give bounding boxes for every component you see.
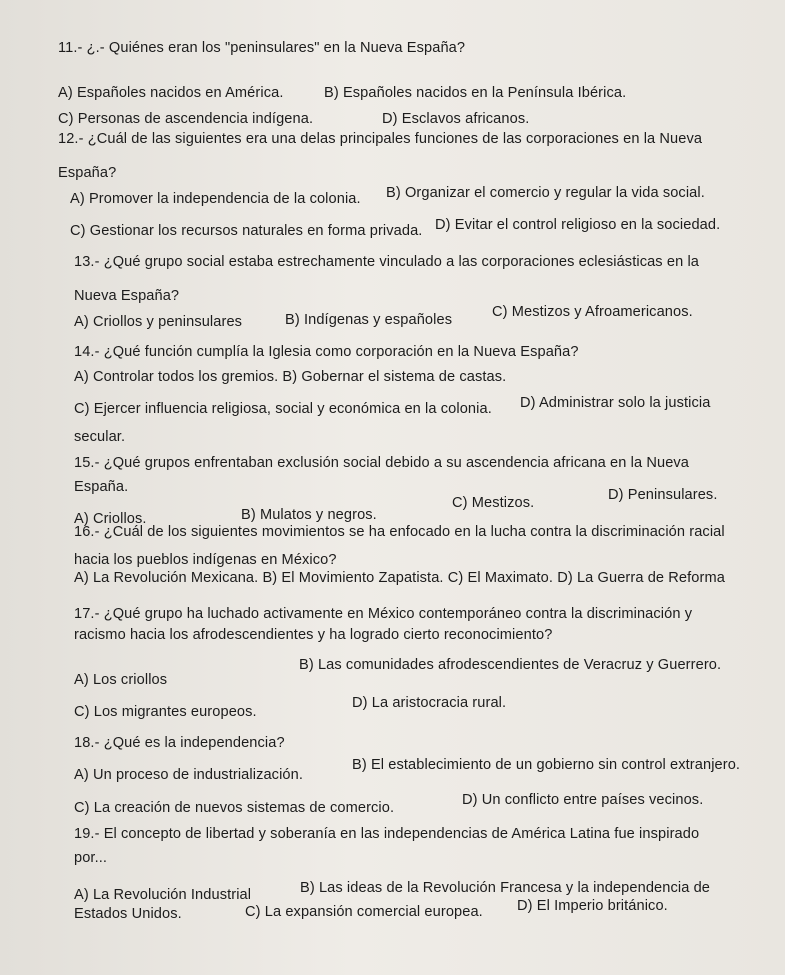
q12-option-a: A) Promover la independencia de la colonia. — [70, 191, 361, 207]
q17-option-d: D) La aristocracia rural. — [352, 695, 507, 711]
q11-option-d: D) Esclavos africanos. — [382, 111, 530, 127]
q15-question-line2: España. — [74, 479, 129, 495]
q17-option-a: A) Los criollos — [74, 672, 168, 688]
q17-question-line2: racismo hacia los afrodescendientes y ha logrado cierto reconocimiento? — [74, 627, 553, 643]
q14-options-ab: A) Controlar todos los gremios. B) Gobernar el sistema de castas. — [74, 369, 507, 385]
q15-option-d: D) Peninsulares. — [608, 487, 718, 503]
q19-option-a: A) La Revolución Industrial — [74, 887, 252, 903]
q19-option-b-line2: Estados Unidos. — [74, 906, 182, 922]
q16-question-line1: 16.- ¿Cuál de los siguientes movimientos se ha enfocado en la lucha contra la discriminación racial — [74, 524, 725, 540]
q11-question: 11.- ¿.- Quiénes eran los "peninsulares" en la Nueva España? — [58, 40, 466, 56]
q15-option-c: C) Mestizos. — [452, 495, 535, 511]
q13-question-line1: 13.- ¿Qué grupo social estaba estrechamente vinculado a las corporaciones eclesiásticas en la — [74, 254, 700, 270]
q13-option-c: C) Mestizos y Afroamericanos. — [492, 304, 693, 320]
q12-question-line1: 12.- ¿Cuál de las siguientes era una delas principales funciones de las corporaciones en la Nueva — [58, 131, 703, 147]
q18-option-a: A) Un proceso de industrialización. — [74, 767, 304, 783]
q19-option-b-line1: B) Las ideas de la Revolución Francesa y la independencia de — [300, 880, 711, 896]
q11-option-a: A) Españoles nacidos en América. — [58, 85, 284, 101]
q19-question-line1: 19.- El concepto de libertad y soberanía en las independencias de América Latina fue inspirado — [74, 826, 700, 842]
q13-option-b: B) Indígenas y españoles — [285, 312, 453, 328]
q14-option-c: C) Ejercer influencia religiosa, social y económica en la colonia. — [74, 401, 492, 417]
q15-question-line1: 15.- ¿Qué grupos enfrentaban exclusión social debido a su ascendencia africana en la Nueva — [74, 455, 690, 471]
q18-option-d: D) Un conflicto entre países vecinos. — [462, 792, 704, 808]
q18-option-b: B) El establecimiento de un gobierno sin control extranjero. — [352, 757, 741, 773]
q13-question-line2: Nueva España? — [74, 288, 180, 304]
q12-option-b: B) Organizar el comercio y regular la vida social. — [386, 185, 705, 201]
q17-option-b: B) Las comunidades afrodescendientes de Veracruz y Guerrero. — [299, 657, 722, 673]
q17-question-line1: 17.- ¿Qué grupo ha luchado activamente en México contemporáneo contra la discriminación y — [74, 606, 693, 622]
q14-option-d-line2: secular. — [74, 429, 126, 445]
q19-option-c: C) La expansión comercial europea. — [245, 904, 483, 920]
q15-option-a: A) Criollos. — [74, 511, 147, 527]
q11-option-c: C) Personas de ascendencia indígena. — [58, 111, 314, 127]
q18-question: 18.- ¿Qué es la independencia? — [74, 735, 285, 751]
q11-option-b: B) Españoles nacidos en la Península Ibérica. — [324, 85, 627, 101]
q16-options: A) La Revolución Mexicana. B) El Movimiento Zapatista. C) El Maximato. D) La Guerra de Reforma — [74, 570, 725, 586]
q12-option-c: C) Gestionar los recursos naturales en forma privada. — [70, 223, 423, 239]
q15-option-b: B) Mulatos y negros. — [241, 507, 377, 523]
q16-question-line2: hacia los pueblos indígenas en México? — [74, 552, 337, 568]
q12-option-d: D) Evitar el control religioso en la sociedad. — [435, 217, 721, 233]
q19-option-d: D) El Imperio británico. — [517, 898, 668, 914]
q12-question-line2: España? — [58, 165, 117, 181]
q13-option-a: A) Criollos y peninsulares — [74, 314, 243, 330]
q14-option-d-line1: D) Administrar solo la justicia — [520, 395, 711, 411]
q18-option-c: C) La creación de nuevos sistemas de comercio. — [74, 800, 395, 816]
q19-question-line2: por... — [74, 850, 108, 866]
q17-option-c: C) Los migrantes europeos. — [74, 704, 257, 720]
q14-question: 14.- ¿Qué función cumplía la Iglesia como corporación en la Nueva España? — [74, 344, 579, 360]
